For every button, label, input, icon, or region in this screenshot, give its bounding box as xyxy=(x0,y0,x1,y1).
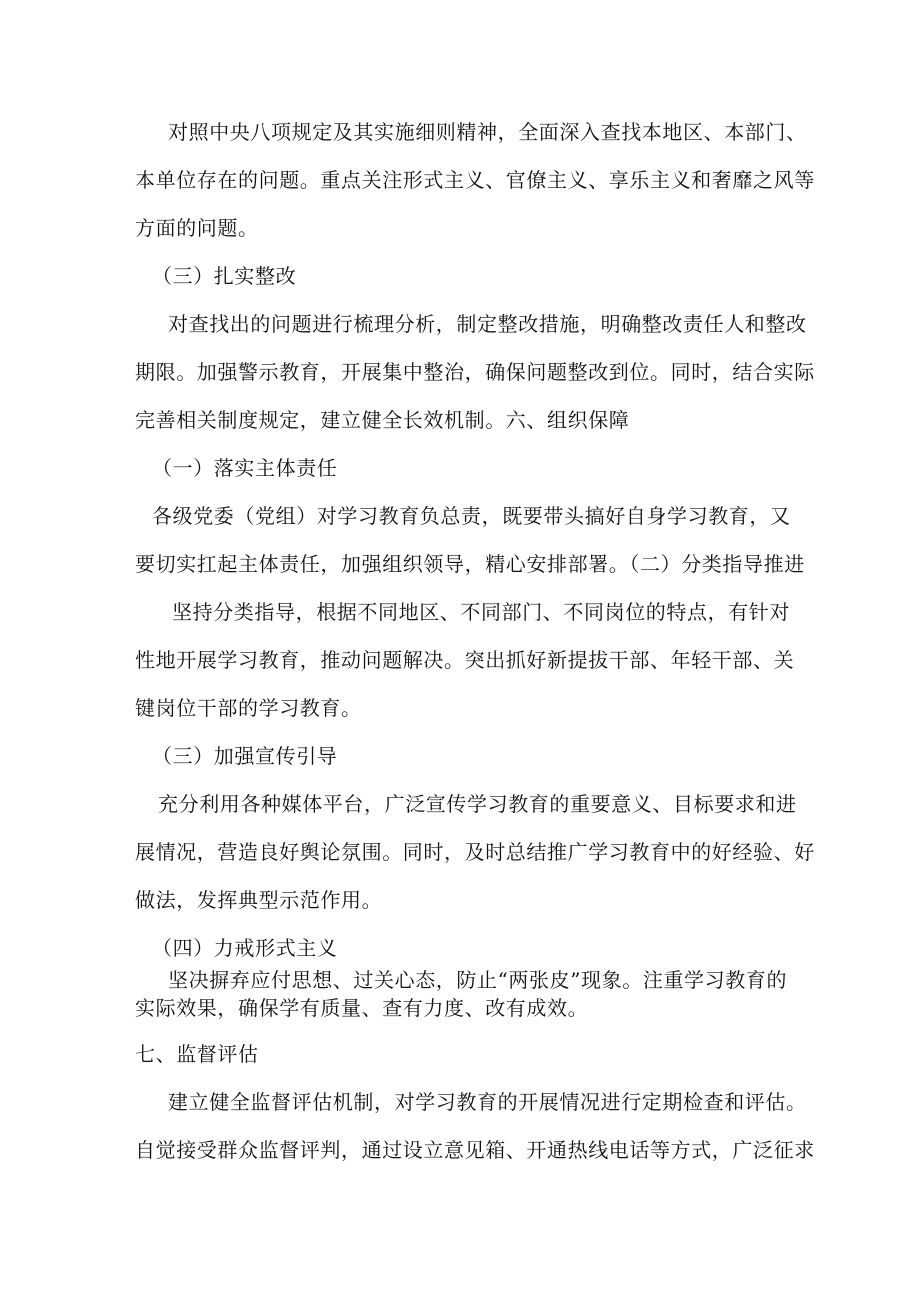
paragraph-line: 建立健全监督评估机制，对学习教育的开展情况进行定期检查和评估。 xyxy=(168,1090,807,1114)
section-heading: （一）落实主体责任 xyxy=(152,456,338,480)
section-heading: （三）加强宣传引导 xyxy=(152,744,338,768)
paragraph-line: 各级党委（党组）对学习教育负总责，既要带头搞好自身学习教育，又 xyxy=(152,504,791,528)
chapter-heading: 七、监督评估 xyxy=(135,1042,259,1066)
section-heading: （三）扎实整改 xyxy=(152,264,297,288)
paragraph-line: 性地开展学习教育，推动问题解决。突出抓好新提拔干部、年轻干部、关 xyxy=(135,648,795,672)
paragraph-line: 对查找出的问题进行梳理分析，制定整改措施，明确整改责任人和整改 xyxy=(168,312,807,336)
paragraph-line: 自觉接受群众监督评判，通过设立意见箱、开通热线电话等方式，广泛征求 xyxy=(135,1138,815,1162)
paragraph-line: 要切实扛起主体责任，加强组织领导，精心安排部署。（二）分类指导推进 xyxy=(135,552,805,576)
paragraph-line: 完善相关制度规定，建立健全长效机制。六、组织保障 xyxy=(135,408,630,432)
paragraph-line: 对照中央八项规定及其实施细则精神，全面深入查找本地区、本部门、 xyxy=(168,120,807,144)
section-heading: （四）力戒形式主义 xyxy=(152,936,338,960)
paragraph-line: 充分利用各种媒体平台，广泛宣传学习教育的重要意义、目标要求和进 xyxy=(158,792,797,816)
paragraph-line: 期限。加强警示教育，开展集中整治，确保问题整改到位。同时，结合实际 xyxy=(135,360,815,384)
paragraph-line: 展情况，营造良好舆论氛围。同时，及时总结推广学习教育中的好经验、好 xyxy=(135,840,815,864)
paragraph-line: 方面的问题。 xyxy=(135,216,259,240)
paragraph-line: 实际效果，确保学有质量、查有力度、改有成效。 xyxy=(135,996,589,1020)
paragraph-line: 坚持分类指导，根据不同地区、不同部门、不同岗位的特点，有针对 xyxy=(172,600,790,624)
paragraph-line: 本单位存在的问题。重点关注形式主义、官僚主义、享乐主义和奢靡之风等 xyxy=(135,168,815,192)
paragraph-line: 坚决摒弃应付思想、过关心态，防止“两张皮”现象。注重学习教育的 xyxy=(168,968,788,992)
paragraph-line: 做法，发挥典型示范作用。 xyxy=(135,888,383,912)
paragraph-line: 键岗位干部的学习教育。 xyxy=(135,696,362,720)
